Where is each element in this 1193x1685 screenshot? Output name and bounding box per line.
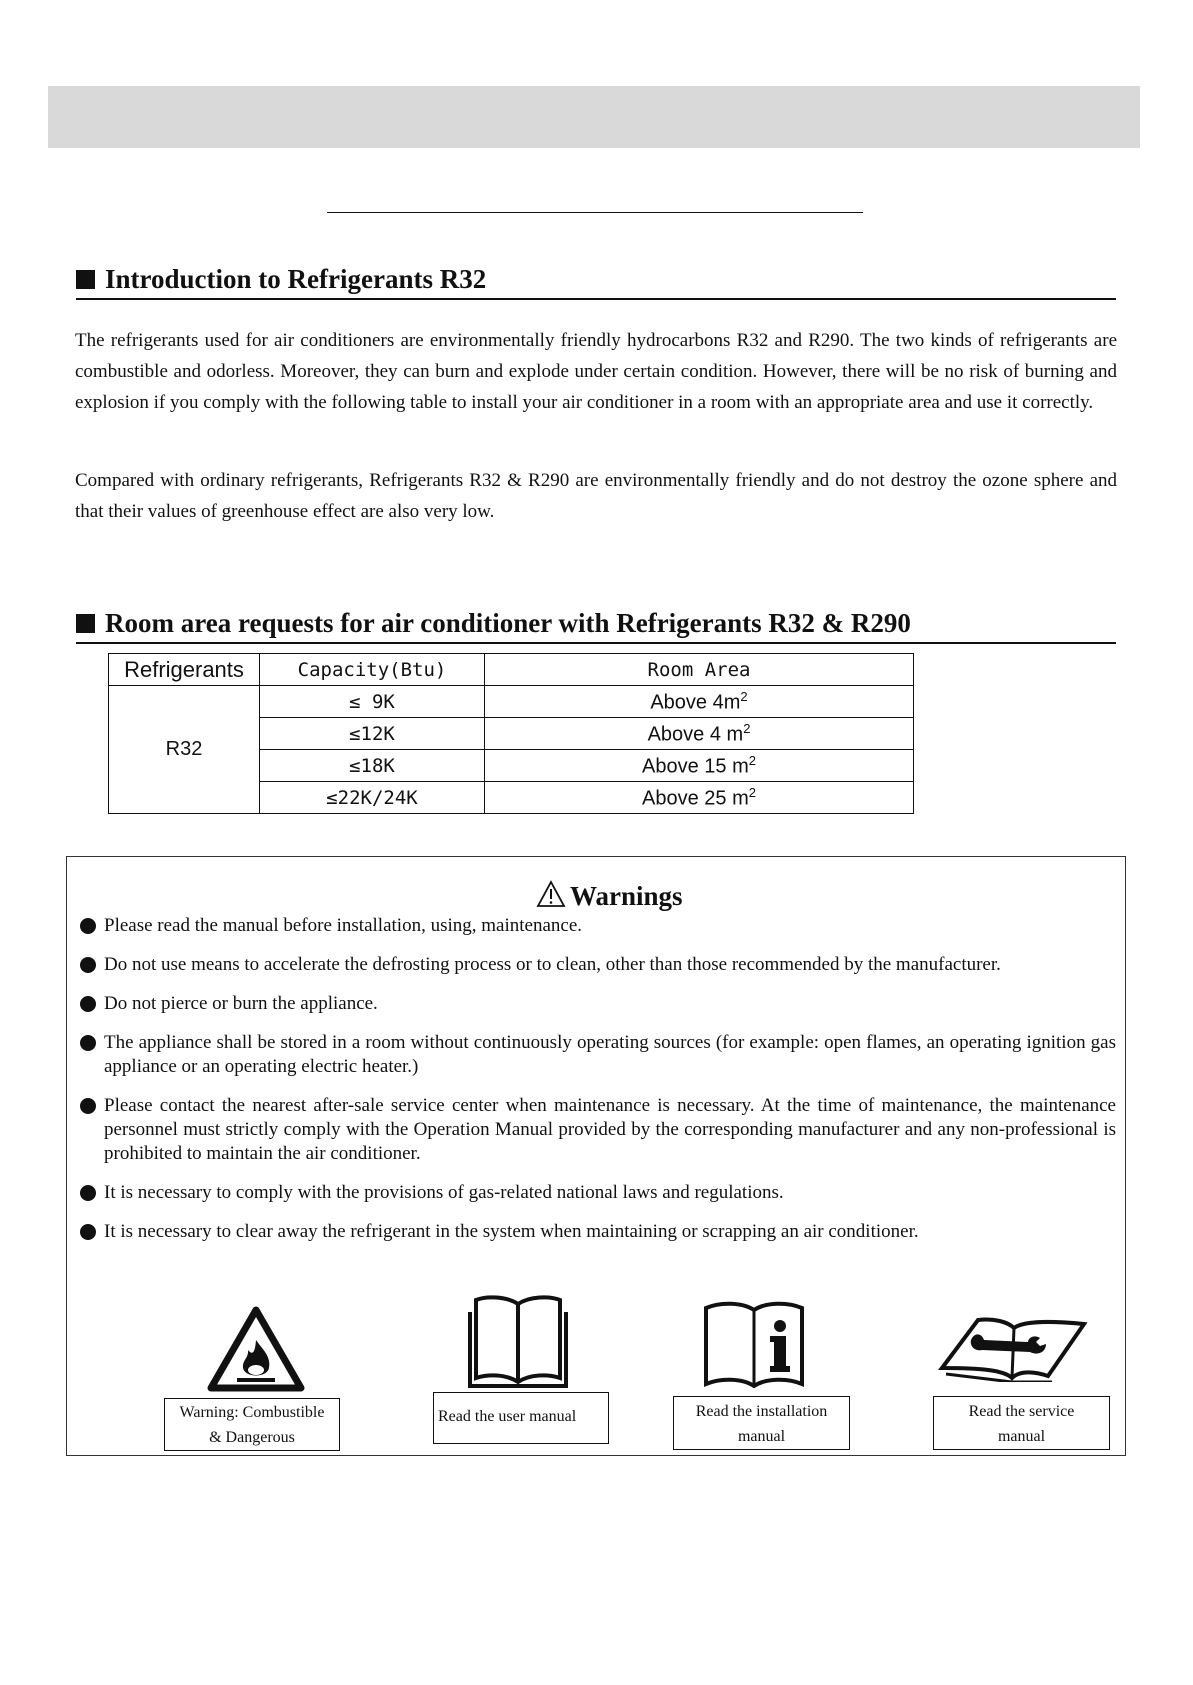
symbol-label-service-manual [933, 1396, 1110, 1450]
warnings-list [80, 914, 1116, 1259]
symbol-label-line: manual [997, 1428, 1046, 1445]
bullet-icon [80, 957, 96, 973]
symbol-label-user-manual [433, 1392, 609, 1444]
symbol-label-line: Warning: Combustible [179, 1404, 325, 1421]
refrigerant-cell: R32 [109, 686, 260, 814]
superscript: 2 [748, 784, 756, 800]
warning-text: Do not pierce or burn the appliance. [104, 993, 378, 1014]
list-item [80, 1031, 1116, 1079]
warnings-title [536, 880, 683, 912]
symbol-label-line: Read the installation [695, 1403, 828, 1420]
capacity-cell: ≤ 9K [260, 686, 485, 718]
room-area-cell [485, 750, 914, 782]
warnings-title-text: Warnings [570, 881, 683, 911]
intro-paragraph-2: Compared with ordinary refrigerants, Refrigerants R32 & R290 are environmentally friendly and do not destroy the ozone sphere and that their values of greenhouse effect are also very low. [75, 470, 1117, 522]
table-header-cell: Room Area [485, 654, 914, 686]
section-heading-text: Room area requests for air conditioner with Refrigerants R32 & R290 [105, 608, 911, 638]
header-band [48, 86, 1140, 148]
capacity-cell: ≤12K [260, 718, 485, 750]
bullet-icon [80, 1185, 96, 1201]
room-area-cell [485, 686, 914, 718]
symbol-label-line: & Dangerous [209, 1429, 295, 1446]
section-heading-text: Introduction to Refrigerants R32 [105, 264, 487, 294]
table-header-row [109, 654, 914, 686]
open-book-icon [466, 1290, 570, 1390]
square-bullet-icon [76, 270, 95, 289]
symbol-label-line: Read the user manual [438, 1408, 577, 1425]
superscript: 2 [748, 752, 756, 768]
section-heading-intro [76, 264, 1116, 300]
service-manual-wrench-icon [938, 1312, 1088, 1382]
capacity-cell: ≤22K/24K [260, 782, 485, 814]
title-rule [327, 212, 863, 213]
warning-text: It is necessary to clear away the refrigerant in the system when maintaining or scrapping an air conditioner. [104, 1221, 919, 1242]
warning-text: Do not use means to accelerate the defrosting process or to clean, other than those recommended by the manufacturer. [104, 954, 1001, 975]
warning-text: The appliance shall be stored in a room without continuously operating sources (for example: open flames, an operating ignition gas appliance or an operating electric heater.) [104, 1032, 1116, 1077]
list-item [80, 1181, 1116, 1205]
symbol-label-installation-manual [673, 1396, 850, 1450]
list-item [80, 1094, 1116, 1166]
symbol-label-line: Read the service [968, 1403, 1075, 1420]
caution-triangle-icon [536, 880, 566, 908]
intro-paragraph-1: The refrigerants used for air conditioners are environmentally friendly hydrocarbons R32 and R290. The two kinds of refrigerants are combustible and odorless. Moreover, they can burn and explode under certain condition. However, there will be no risk of burning and explosion if you comply with the following table to install your air conditioner in a room with an appropriate area and use it correctly. [75, 330, 1117, 413]
room-area-value: Above 4m [650, 691, 741, 714]
bullet-icon [80, 996, 96, 1012]
list-item [80, 953, 1116, 977]
bullet-icon [80, 1224, 96, 1240]
warning-text: Please read the manual before installation, using, maintenance. [104, 915, 582, 936]
room-area-table [108, 653, 914, 814]
square-bullet-icon [76, 614, 95, 633]
superscript: 2 [743, 720, 751, 736]
warning-text: Please contact the nearest after-sale service center when maintenance is necessary. At the time of maintenance, the maintenance personnel must strictly comply with the Operation Manual provided by the corresponding manufacturer and any non-professional is prohibited to maintain the air conditioner. [104, 1095, 1116, 1164]
symbol-label-line: manual [737, 1428, 786, 1445]
room-area-value: Above 25 m [642, 787, 749, 810]
section-heading-room-area [76, 608, 1116, 644]
room-area-value: Above 4 m [647, 723, 744, 746]
list-item [80, 914, 1116, 938]
table-header-cell: Capacity(Btu) [260, 654, 485, 686]
room-area-value: Above 15 m [642, 755, 749, 778]
bullet-icon [80, 1098, 96, 1114]
symbol-label-combustible [164, 1398, 340, 1451]
bullet-icon [80, 1035, 96, 1051]
list-item [80, 1220, 1116, 1244]
room-area-cell [485, 718, 914, 750]
capacity-cell: ≤18K [260, 750, 485, 782]
table-header-cell: Refrigerants [109, 654, 260, 686]
list-item [80, 992, 1116, 1016]
superscript: 2 [740, 688, 748, 704]
info-manual-icon [702, 1300, 806, 1388]
table-row [109, 686, 914, 718]
room-area-cell [485, 782, 914, 814]
bullet-icon [80, 918, 96, 934]
flammable-warning-icon [207, 1306, 305, 1392]
warning-text: It is necessary to comply with the provisions of gas-related national laws and regulations. [104, 1182, 784, 1203]
